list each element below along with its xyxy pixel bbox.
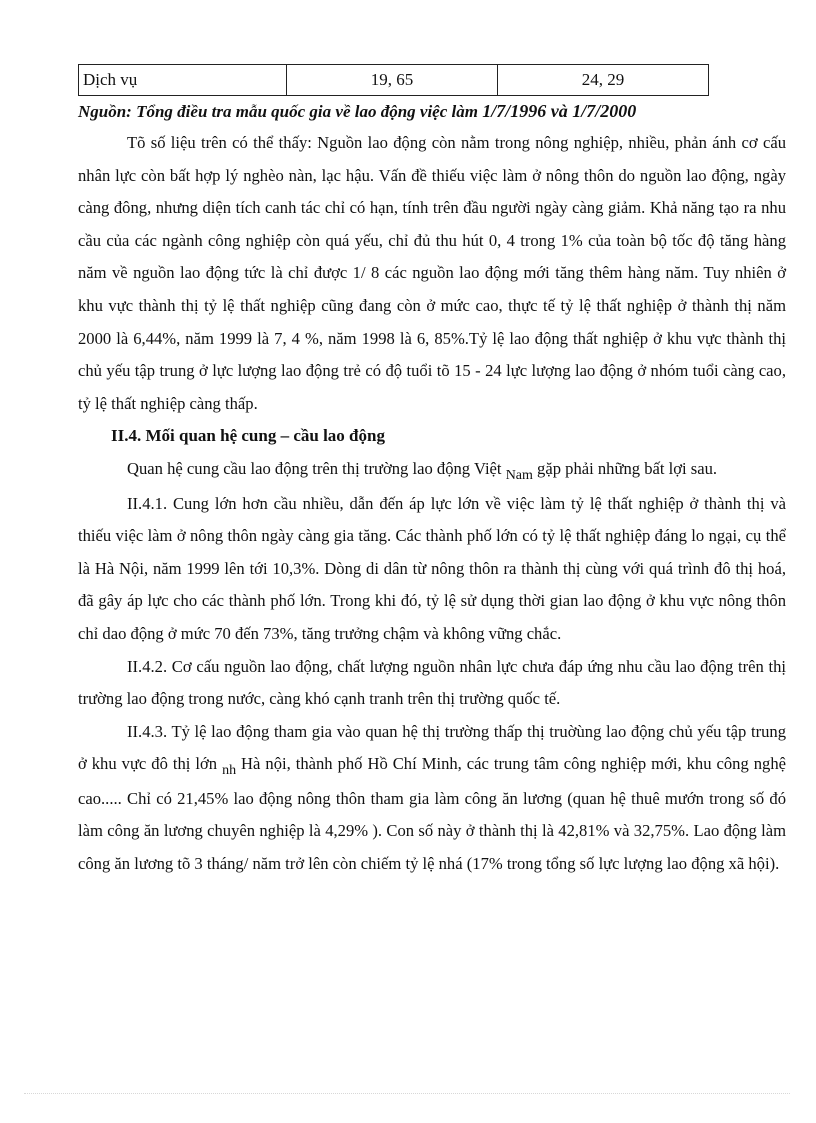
paragraph-supply-demand-intro <box>78 453 786 488</box>
paragraph-labor-analysis: Tõ số liệu trên có thể thấy: Nguồn lao động còn nằm trong nông nghiệp, nhiều, phản ánh cơ cấu nhân lực còn bất hợp lý nghèo nàn, lạc hậu. Vấn đề thiếu việc làm ở nông thôn do nguồn lao động, ngày càng đông, nhưng diện tích canh tác chỉ có hạn, tính trên đầu người ngày càng giảm. Khả năng tạo ra nhu cầu của các ngành công nghiệp còn quá yếu, chỉ đủ thu hút 0, 4 trong 1% của toàn bộ tốc độ tăng hàng năm về nguồn lao động tức là chỉ được 1/ 8 các nguồn lao động mới tăng thêm hàng năm. Tuy nhiên ở khu vực thành thị tỷ lệ thất nghiệp cũng đang còn ở mức cao, thực tế tỷ lệ thất nghiệp ở thành thị năm 2000 là 6,44%, năm 1999 là 7, 4 %, năm 1998 là 6, 85%.Tỷ lệ lao động thất nghiệp ở khu vực thành thị chủ yếu tập trung ở lực lượng lao động trẻ có độ tuổi tõ 15 - 24 lực lượng lao động ở nhóm tuổi càng cao, tỷ lệ thất nghiệp càng thấp. <box>78 133 786 413</box>
p243-text-a: II.4.3. Tỷ lệ lao động tham gia vào quan hệ thị trường thấp thị truờùng lao động chủ yếu tập trung ở khu vực đô thị lớn <box>78 721 786 774</box>
section-heading: II.4. Mối quan hệ cung – cầu lao động <box>111 426 385 446</box>
paragraph-2-4-1: II.4.1. Cung lớn hơn cầu nhiều, dẫn đến áp lực lớn về việc làm tỷ lệ thất nghiệp ở thành thị và thiếu việc làm ở nông thôn ngày càng gia tăng. Các thành phố lớn có tỷ lệ thất nghiệp đáng lo ngại, cụ thể là Hà Nội, năm 1999 lên tới 10,3%. Dòng di dân từ nông thôn ra thành thị cùng với quá trình đô thị hoá, đã gây áp lực cho các thành phố lớn. Trong khi đó, tỷ lệ sử dụng thời gian lao động ở khu vực nông thôn chỉ dao động ở mức 70 đến 73%, tăng trưởng chậm và không vững chắc. <box>78 493 786 643</box>
row-label-services: Dịch vụ <box>79 65 287 96</box>
document-page <box>78 64 786 881</box>
p243-text-b: Hà nội, thành phố Hồ Chí Minh, các trung tâm công nghiệp mới, khu công nghệ cao..... Chỉ có 21,45% lao động nông thôn tham gia làm công ăn lương (quan hệ thuê mướn trong số đó làm công ăn lương chuyên nghiệp là 4,29% ). Con số này ở thành thị là 42,81% và 32,75%. Lao động làm công ăn lương tõ 3 tháng/ năm trở lên còn chiếm tỷ lệ nhá (17% trong tổng số lực lượng lao động xã hội). <box>78 754 786 874</box>
source-note <box>78 100 786 123</box>
page-bottom-rule <box>24 1093 790 1094</box>
intro-text-sub: Nam <box>505 467 533 483</box>
paragraph-2-4-2: II.4.2. Cơ cấu nguồn lao động, chất lượng nguồn nhân lực chưa đáp ứng nhu cầu lao động trên thị trường lao động trong nước, càng khó cạnh tranh trên thị trường quốc tế. <box>78 656 786 709</box>
source-date-1996: 1/7/1996 <box>482 101 547 121</box>
p243-text-sub: nh <box>222 763 237 779</box>
intro-text-a: Quan hệ cung cầu lao động trên thị trường lao động Việt <box>127 458 506 478</box>
value-1996: 19, 65 <box>287 65 498 96</box>
table-row <box>79 65 709 96</box>
source-date-2000: 1/7/2000 <box>572 101 637 121</box>
labor-structure-table <box>78 64 709 96</box>
paragraph-2-4-3 <box>78 716 786 881</box>
intro-text-b: gặp phải những bất lợi sau. <box>532 458 718 478</box>
source-and: và <box>546 101 573 121</box>
source-text: Nguồn: Tổng điều tra mẫu quốc gia về lao động việc làm <box>78 102 483 121</box>
value-2000: 24, 29 <box>498 65 709 96</box>
